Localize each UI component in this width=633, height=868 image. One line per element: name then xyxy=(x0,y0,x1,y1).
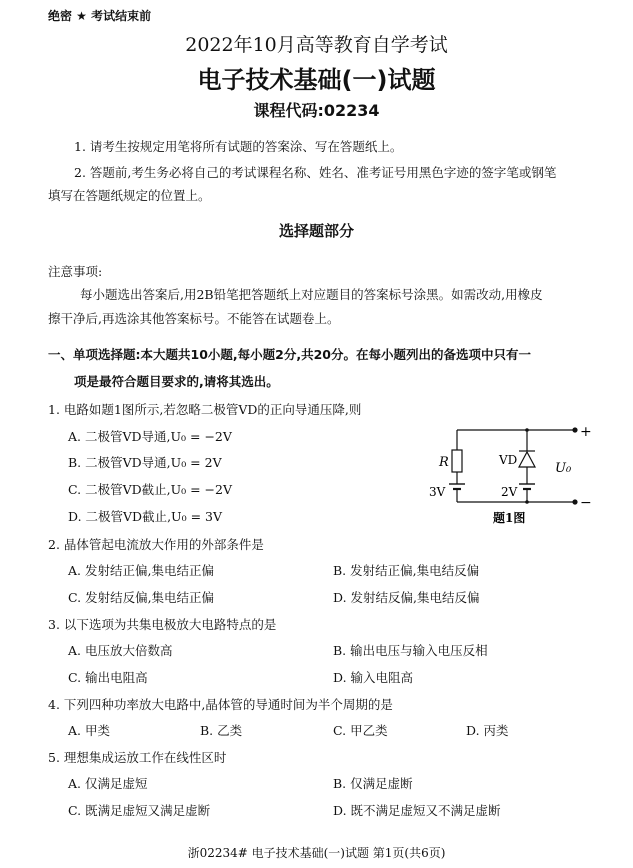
q2-option-b: B. 发射结正偏,集电结反偏 xyxy=(333,563,480,578)
q2-option-d: D. 发射结反偏,集电结反偏 xyxy=(333,590,480,605)
course-code: 课程代码:02234 xyxy=(253,101,380,120)
label-uo: U₀ xyxy=(555,461,572,476)
label-2v: 2V xyxy=(501,485,518,499)
q5-option-d: D. 既不满足虚短又不满足虚断 xyxy=(333,803,501,818)
q4-option-b: B. 乙类 xyxy=(200,723,243,738)
q2-option-c: C. 发射结反偏,集电结正偏 xyxy=(68,590,215,605)
secret-mark: 绝密 ★ 考试结束前 xyxy=(48,9,152,23)
q4-option-a: A. 甲类 xyxy=(68,723,110,738)
q1-option-d: D. 二极管VD截止,U₀ = 3V xyxy=(68,509,222,524)
q2-option-a: A. 发射结正偏,集电结正偏 xyxy=(68,563,214,578)
exam-title: 2022年10月高等教育自学考试 xyxy=(185,34,448,56)
question-4-stem: 4. 下列四种功率放大电路中,晶体管的导通时间为半个周期的是 xyxy=(48,697,393,712)
instruction-2: 2. 答题前,考生务必将自己的考试课程名称、姓名、准考证号用黑色字迹的签字笔或钢笔 xyxy=(74,165,557,180)
q3-option-c: C. 输出电阻高 xyxy=(68,670,148,685)
notice-line-1: 每小题选出答案后,用2B铅笔把答题纸上对应题目的答案标号涂黑。如需改动,用橡皮 xyxy=(80,287,543,302)
q5-option-b: B. 仅满足虚断 xyxy=(333,776,413,791)
question-2-stem: 2. 晶体管起电流放大作用的外部条件是 xyxy=(48,537,264,552)
instruction-1: 1. 请考生按规定用笔将所有试题的答案涂、写在答题纸上。 xyxy=(74,139,403,154)
q1-option-a: A. 二极管VD导通,U₀ = −2V xyxy=(68,429,232,444)
q5-option-a: A. 仅满足虚短 xyxy=(68,776,148,791)
question-3-stem: 3. 以下选项为共集电极放大电路特点的是 xyxy=(48,617,277,632)
notice-label: 注意事项: xyxy=(48,264,103,279)
label-vd: VD xyxy=(499,453,518,467)
subject-title: 电子技术基础(一)试题 xyxy=(197,66,436,94)
q1-option-b: B. 二极管VD导通,U₀ = 2V xyxy=(68,455,222,470)
label-3v: 3V xyxy=(429,485,446,499)
q3-option-a: A. 电压放大倍数高 xyxy=(68,643,173,658)
q4-option-d: D. 丙类 xyxy=(466,723,509,738)
label-minus: − xyxy=(580,495,592,511)
instruction-2-cont: 填写在答题纸规定的位置上。 xyxy=(48,188,211,203)
circuit-figure xyxy=(415,418,595,530)
question-5-stem: 5. 理想集成运放工作在线性区时 xyxy=(48,750,227,765)
figure-caption: 题1图 xyxy=(493,511,526,525)
section-title: 选择题部分 xyxy=(278,222,354,240)
q3-option-d: D. 输入电阻高 xyxy=(333,670,414,685)
part-one-line-1: 一、单项选择题:本大题共10小题,每小题2分,共20分。在每小题列出的备选项中只有一 xyxy=(48,347,531,362)
notice-line-2: 擦干净后,再选涂其他答案标号。不能答在试题卷上。 xyxy=(48,311,340,326)
label-r: R xyxy=(439,455,449,470)
q3-option-b: B. 输出电压与输入电压反相 xyxy=(333,643,488,658)
question-1-stem: 1. 电路如题1图所示,若忽略二极管VD的正向导通压降,则 xyxy=(48,402,362,417)
label-plus: + xyxy=(580,424,592,440)
page-footer: 浙02234# 电子技术基础(一)试题 第1页(共6页) xyxy=(187,846,446,860)
q5-option-c: C. 既满足虚短又满足虚断 xyxy=(68,803,211,818)
part-one-line-2: 项是最符合题目要求的,请将其选出。 xyxy=(74,374,279,389)
q1-option-c: C. 二极管VD截止,U₀ = −2V xyxy=(68,482,233,497)
q4-option-c: C. 甲乙类 xyxy=(333,723,388,738)
